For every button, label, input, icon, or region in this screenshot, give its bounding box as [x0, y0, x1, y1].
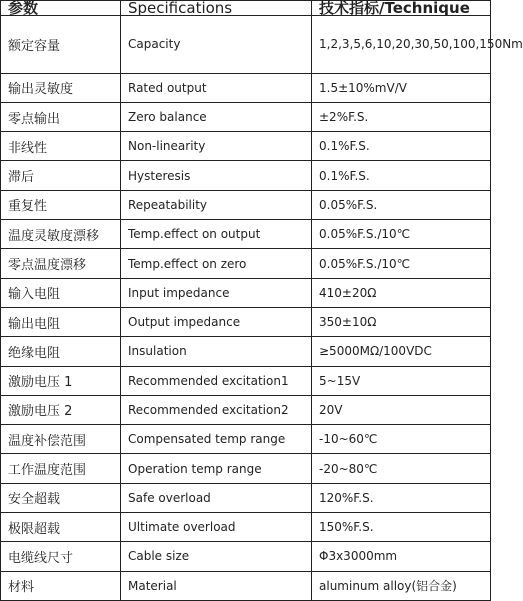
header-row [1, 1, 491, 16]
table-row [1, 73, 491, 102]
spec-cell: Cable size [121, 542, 312, 571]
value-cell: 120%F.S. [312, 483, 491, 512]
value-cell: 150%F.S. [312, 513, 491, 542]
param-cell: 工作温度范围 [1, 454, 121, 483]
value-cell: aluminum alloy(铝合金) [312, 571, 491, 600]
param-cell: 极限超载 [1, 513, 121, 542]
param-cell: 零点输出 [1, 102, 121, 131]
spec-cell: Recommended excitation1 [121, 366, 312, 395]
spec-cell: Ultimate overload [121, 513, 312, 542]
value-cell: ±2%F.S. [312, 102, 491, 131]
value-cell: -20~80℃ [312, 454, 491, 483]
param-cell: 安全超载 [1, 483, 121, 512]
header-spec: Specifications [121, 1, 312, 16]
spec-cell: Input impedance [121, 278, 312, 307]
header-tech: 技术指标/Technique [312, 1, 491, 16]
table-row [1, 542, 491, 571]
spec-cell: Temp.effect on zero [121, 249, 312, 278]
value-cell: 20V [312, 395, 491, 424]
table-row [1, 513, 491, 542]
spec-cell: Hysteresis [121, 161, 312, 190]
param-cell: 电缆线尺寸 [1, 542, 121, 571]
param-cell: 非线性 [1, 132, 121, 161]
param-cell: 滞后 [1, 161, 121, 190]
param-cell: 温度灵敏度漂移 [1, 220, 121, 249]
value-cell: Φ3x3000mm [312, 542, 491, 571]
table-row [1, 366, 491, 395]
spec-cell: Operation temp range [121, 454, 312, 483]
table-row [1, 16, 491, 74]
spec-cell: Rated output [121, 73, 312, 102]
spec-cell: Capacity [121, 16, 312, 74]
param-cell: 输入电阻 [1, 278, 121, 307]
table-row [1, 220, 491, 249]
table-row [1, 161, 491, 190]
header-param: 参数 [1, 1, 121, 16]
param-cell: 额定容量 [1, 16, 121, 74]
param-cell: 重复性 [1, 190, 121, 219]
param-cell: 零点温度漂移 [1, 249, 121, 278]
param-cell: 激励电压 1 [1, 366, 121, 395]
value-cell: 0.05%F.S./10℃ [312, 220, 491, 249]
spec-cell: Repeatability [121, 190, 312, 219]
param-cell: 输出灵敏度 [1, 73, 121, 102]
table-row [1, 571, 491, 600]
value-cell: 410±20Ω [312, 278, 491, 307]
spec-cell: Material [121, 571, 312, 600]
value-cell: ≥5000MΩ/100VDC [312, 337, 491, 366]
value-cell: 1,2,3,5,6,10,20,30,50,100,150Nm [312, 16, 491, 74]
value-cell: 0.1%F.S. [312, 161, 491, 190]
table-row [1, 483, 491, 512]
table-row [1, 249, 491, 278]
value-cell: 0.05%F.S./10℃ [312, 249, 491, 278]
value-cell: 0.05%F.S. [312, 190, 491, 219]
value-cell: 0.1%F.S. [312, 132, 491, 161]
spec-cell: Insulation [121, 337, 312, 366]
param-cell: 激励电压 2 [1, 395, 121, 424]
value-cell: 5~15V [312, 366, 491, 395]
table-row [1, 132, 491, 161]
spec-cell: Non-linearity [121, 132, 312, 161]
table-row [1, 102, 491, 131]
value-cell: -10~60℃ [312, 425, 491, 454]
value-cell: 1.5±10%mV/V [312, 73, 491, 102]
spec-cell: Recommended excitation2 [121, 395, 312, 424]
table-row [1, 190, 491, 219]
table-row [1, 425, 491, 454]
param-cell: 输出电阻 [1, 307, 121, 336]
spec-cell: Compensated temp range [121, 425, 312, 454]
table-row [1, 307, 491, 336]
value-cell: 350±10Ω [312, 307, 491, 336]
table-row [1, 278, 491, 307]
spec-cell: Output impedance [121, 307, 312, 336]
param-cell: 材料 [1, 571, 121, 600]
spec-cell: Temp.effect on output [121, 220, 312, 249]
param-cell: 绝缘电阻 [1, 337, 121, 366]
table-row [1, 454, 491, 483]
spec-cell: Safe overload [121, 483, 312, 512]
table-row [1, 337, 491, 366]
spec-cell: Zero balance [121, 102, 312, 131]
param-cell: 温度补偿范围 [1, 425, 121, 454]
table-row [1, 395, 491, 424]
